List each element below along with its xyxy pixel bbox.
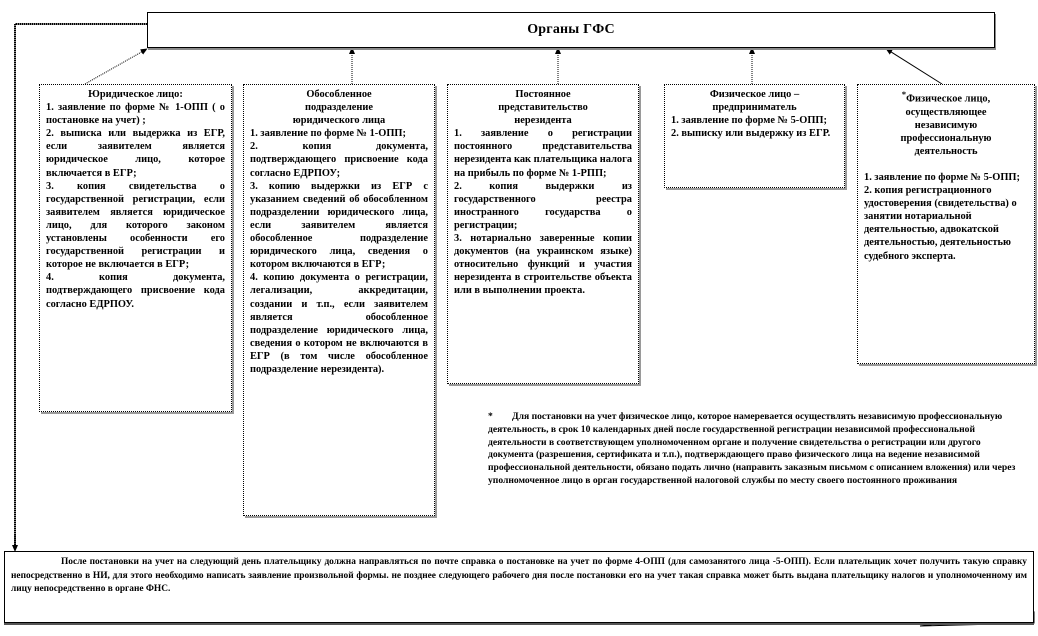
- heading-line: Постоянное: [515, 89, 571, 100]
- node-heading: [250, 88, 428, 127]
- requirements-list: [671, 114, 838, 140]
- root-title: Органы ГФС: [527, 22, 615, 37]
- node-separate-subdivision: [243, 84, 435, 516]
- requirements-list: [46, 101, 225, 311]
- list-item: 3. копию выдержки из ЕГР с указанием сведений об обособленном подразделении юридического лица, если заявителем является обособленное подразделение юридического лица, сведения о котором включаются в ЕГР;: [250, 180, 428, 271]
- heading-line: [864, 88, 1028, 106]
- list-item: 2. копия документа, подтверждающего присвоение кода согласно ЕДРПОУ;: [250, 141, 428, 179]
- node-individual-entrepreneur: [664, 84, 845, 188]
- node-heading: [454, 88, 632, 127]
- node-legal-entity: [39, 84, 232, 412]
- root-node-gfs: [147, 12, 995, 48]
- footnote: [488, 411, 1028, 488]
- heading-line: профессиональную: [900, 132, 992, 144]
- node-independent-professional: [857, 84, 1035, 364]
- node-heading: [671, 88, 838, 114]
- heading-line: Юридическое лицо:: [88, 89, 183, 100]
- footnote-marker: *: [901, 89, 907, 99]
- spacer: [864, 158, 1028, 171]
- heading-line: подразделение: [305, 102, 373, 114]
- heading-line: Физическое лицо –: [709, 89, 800, 100]
- node-heading: [46, 88, 225, 101]
- list-item: 4. копию документа о регистрации, легализации, аккредитации, создании и т.п., если заявителем является обособленное подразделение юридического лица, сведения о котором не включаются в ЕГР (в том числе обособленное подразделение нерезидента).: [250, 272, 428, 375]
- arrow-col1-to-root: [85, 50, 145, 84]
- list-item: 3. копия свидетельства о государственной регистрации, если заявителем является юридическое лицо, для которого законом установлены особенности его государственной регистрации и которое не включается в ЕГР;: [46, 180, 225, 271]
- requirements-list: [250, 127, 428, 376]
- node-permanent-representation: [447, 84, 639, 384]
- list-item: 2. копия регистрационного удостоверения (свидетельства) о занятии нотариальной деятельностью, адвокатской деятельностью, деятельностью судебного эксперта.: [864, 185, 1017, 262]
- list-item: 4. копия документа, подтверждающего присвоение кода согласно ЕДРПОУ.: [46, 272, 225, 310]
- heading-line: предприниматель: [712, 102, 797, 114]
- arrow-col5-to-root: [888, 50, 942, 84]
- list-item: 2. выписку или выдержку из ЕГР.: [671, 128, 831, 140]
- list-item: 1. заявление по форме № 1-ОПП ( о постановке на учет) ;: [46, 102, 225, 127]
- heading-line: осуществляющее: [905, 106, 987, 118]
- list-item: 1. заявление по форме № 5-ОПП;: [864, 171, 1020, 183]
- heading-text: Физическое лицо,: [906, 93, 991, 105]
- list-item: 2. копия выдержки из государственного реестра иностранного государства о регистрации;: [454, 180, 632, 231]
- list-item: 1. заявление о регистрации постоянного представительства нерезидента как плательщика налога на прибыль по форме № 1-РПП;: [454, 128, 633, 179]
- heading-line: представительство: [498, 102, 588, 114]
- footnote-text: Для постановки на учет физическое лицо, которое намеревается осуществлять независимую профессиональную деятельность, в срок 10 календарных дней после государственной регистрации независимой профессиональной деятельности в соответствующем уполномоченном органе и получение свидетельства о регистрации или другого документа (разрешения, сертификата и т.п.), подтверждающего право физического лица на ведение независимой профессиональной деятельности, обязано подать лично (направить заказным письмом с описанием вложения) или через уполномоченное лицо в орган государственной налоговой службы по месту своего постоянного проживания: [488, 411, 1016, 486]
- footnote-marker: *: [488, 411, 493, 422]
- bottom-note-text: После постановки на учет на следующий день плательщику должна направляться по почте справка о постановке на учет по форме 4-ОПП (для самозанятого лица -5-ОПП). Если плательщик хочет получить такую справку непосредственно в НИ, для этого необходимо написать заявление произвольной формы. не позднее следующего рабочего дня после постановки его на учет такая справка может быть выдана плательщику налогов и уполномоченному им лицу непосредственно в органе ФНС.: [11, 557, 1027, 594]
- heading-line: юридического лица: [292, 115, 386, 127]
- list-item: 2. выписка или выдержка из ЕГР, если заявителем является юридическое лицо, которое включается в ЕГР;: [46, 128, 225, 179]
- heading-line: нерезидента: [514, 115, 572, 127]
- heading-line: независимую: [914, 119, 978, 131]
- list-item: 3. нотариально заверенные копии документов (на украинском языке) относительно функций и участия нерезидента в строительстве объекта или в выполнении проекта.: [454, 233, 632, 297]
- heading-line: Обособленное: [306, 89, 372, 100]
- requirements-list: [454, 127, 632, 297]
- list-item: 1. заявление по форме № 5-ОПП;: [671, 115, 827, 127]
- requirements-list: [864, 171, 1028, 263]
- heading-line: деятельность: [914, 145, 978, 157]
- bottom-note: [4, 551, 1034, 623]
- list-item: 1. заявление по форме № 1-ОПП;: [250, 128, 406, 140]
- node-heading: [864, 88, 1028, 158]
